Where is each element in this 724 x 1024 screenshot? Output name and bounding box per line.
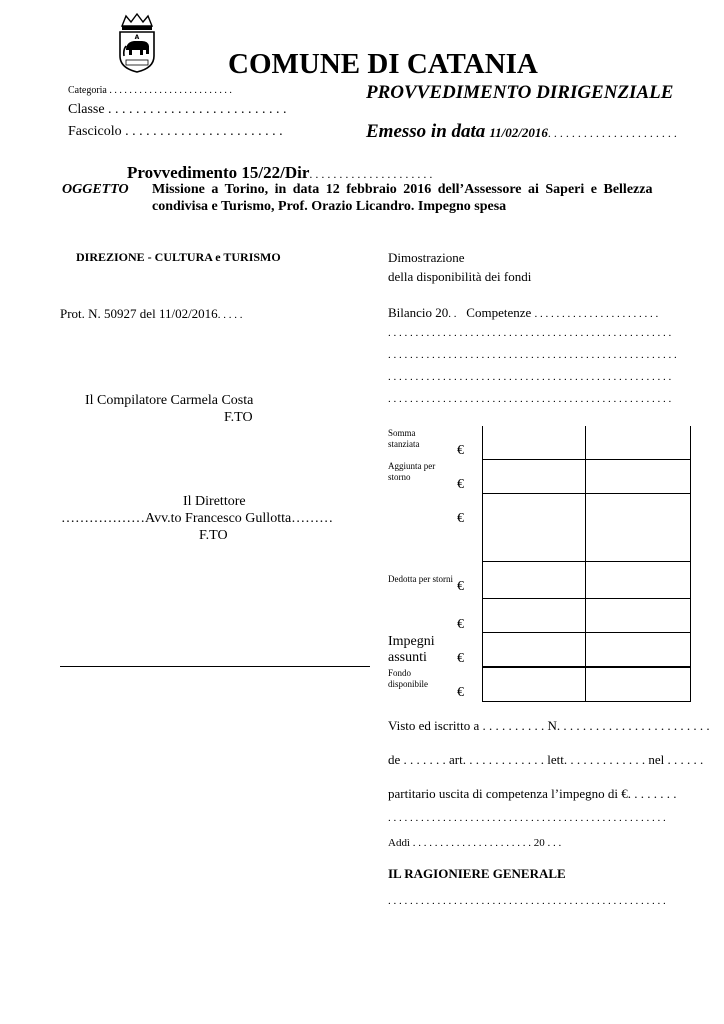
dots-line-3: . . . . . . . . . . . . . . . . . . . . . . . . . . . . . . . . . . . . . . . . . . . . . . . . . . . . xyxy=(388,371,672,383)
grid-vline-1 xyxy=(482,426,483,702)
fondo-disponibile-label: Fondo disponibile xyxy=(388,668,428,689)
classe-field: Classe . . . . . . . . . . . . . . . . . . . . . . . . . . xyxy=(68,102,287,117)
competenze-dots: . . . . . . . . . . . . . . . . . . . . . . . xyxy=(534,308,659,320)
emesso-date: 11/02/2016 xyxy=(489,125,548,140)
disponibilita-fondi: della disponibilità dei fondi xyxy=(388,269,532,284)
municipality-title: COMUNE DI CATANIA xyxy=(228,48,538,80)
oggetto-line-1: Missione a Torino, in data 12 febbraio 2016 dell’Assessore ai Saperi e Bellezza xyxy=(152,182,653,197)
document-type: PROVVEDIMENTO DIRIGENZIALE xyxy=(366,82,674,103)
dedotta-storni-label: Dedotta per storni xyxy=(388,574,453,584)
ragioniere-dots: . . . . . . . . . . . . . . . . . . . . . . . . . . . . . . . . . . . . . . . . . . . . . . . . . . . xyxy=(388,895,666,907)
compilatore-fto: F.TO xyxy=(224,410,253,425)
grid-hline-6 xyxy=(482,666,690,668)
emesso-line xyxy=(366,121,677,143)
euro-sign: € xyxy=(457,579,464,594)
svg-text:A: A xyxy=(134,34,140,41)
provvedimento-number: Provvedimento 15/22/Dir xyxy=(127,163,310,182)
visto-iscritto: Visto ed iscritto a . . . . . . . . . . N. . . . . . . . . . . . . . . . . . . . . . . . xyxy=(388,718,710,733)
dots-line-4: . . . . . . . . . . . . . . . . . . . . . . . . . . . . . . . . . . . . . . . . . . . . . . . . . . . . xyxy=(388,393,672,405)
bilancio-line xyxy=(388,305,658,321)
grid-vline-3 xyxy=(690,426,691,702)
addi-date: Addì . . . . . . . . . . . . . . . . . . . . . . 20 . . . xyxy=(388,837,562,849)
euro-sign: € xyxy=(457,511,464,526)
protocol-number xyxy=(60,305,242,323)
grid-hline-7 xyxy=(482,701,690,702)
grid-hline-1 xyxy=(482,459,690,460)
competenze-label: Competenze xyxy=(466,305,532,320)
aggiunta-storno-label: Aggiunta per storno xyxy=(388,461,436,482)
emesso-dots: . . . . . . . . . . . . . . . . . . . . . . xyxy=(547,126,677,140)
oggetto-label: OGGETTO xyxy=(62,182,129,197)
coat-of-arms-logo xyxy=(112,12,162,74)
dots-line-2: . . . . . . . . . . . . . . . . . . . . . . . . . . . . . . . . . . . . . . . . . . . . . . . . . . . . . xyxy=(388,349,677,361)
direzione-heading: DIREZIONE - CULTURA e TURISMO xyxy=(76,250,281,264)
impegni-assunti-label: Impegni assunti xyxy=(388,634,435,665)
provvedimento-line xyxy=(127,163,432,183)
signature-line xyxy=(60,666,370,667)
direttore-label: Il Direttore xyxy=(183,494,246,509)
prot-dots: . . . . . xyxy=(217,309,243,321)
grid-hline-3 xyxy=(482,561,690,562)
euro-sign: € xyxy=(457,651,464,666)
grid-vline-2 xyxy=(585,426,586,702)
somma-stanziata-label: Somma stanziata xyxy=(388,428,420,449)
dimostrazione: Dimostrazione xyxy=(388,250,465,265)
partitario-uscita: partitario uscita di competenza l’impegno di €. . . . . . . . xyxy=(388,786,677,801)
emesso-label: Emesso in data xyxy=(366,121,486,142)
oggetto-line-2: condivisa e Turismo, Prof. Orazio Licandro. Impegno spesa xyxy=(152,199,507,214)
categoria-field: Categoria . . . . . . . . . . . . . . . . . . . . . . . . . xyxy=(68,85,232,96)
euro-sign: € xyxy=(457,477,464,492)
grid-hline-4 xyxy=(482,598,690,599)
bilancio-label: Bilancio 20 xyxy=(388,305,449,320)
euro-sign: € xyxy=(457,617,464,632)
partitario-dots: . . . . . . . . . . . . . . . . . . . . . . . . . . . . . . . . . . . . . . . . . . . . . . . . . . . xyxy=(388,812,666,824)
grid-hline-2 xyxy=(482,493,690,494)
grid-hline-5 xyxy=(482,632,690,633)
direttore-fto: F.TO xyxy=(199,528,228,543)
bilancio-dots: . . xyxy=(448,308,457,320)
provvedimento-dots: . . . . . . . . . . . . . . . . . . . . . xyxy=(309,167,433,181)
ragioniere-generale: IL RAGIONIERE GENERALE xyxy=(388,866,566,881)
compilatore: Il Compilatore Carmela Costa xyxy=(85,393,254,408)
direttore-name: ………………Avv.to Francesco Gullotta……… xyxy=(61,511,334,526)
prot-text: Prot. N. 50927 del 11/02/2016 xyxy=(60,306,218,321)
euro-sign: € xyxy=(457,685,464,700)
euro-sign: € xyxy=(457,443,464,458)
dots-line-1: . . . . . . . . . . . . . . . . . . . . . . . . . . . . . . . . . . . . . . . . . . . . . . . . . . . . xyxy=(388,327,672,339)
fascicolo-field: Fascicolo . . . . . . . . . . . . . . . . . . . . . . . xyxy=(68,124,283,139)
de-art-lett: de . . . . . . . art. . . . . . . . . . . . . lett. . . . . . . . . . . . . nel . . . . . . xyxy=(388,752,704,767)
